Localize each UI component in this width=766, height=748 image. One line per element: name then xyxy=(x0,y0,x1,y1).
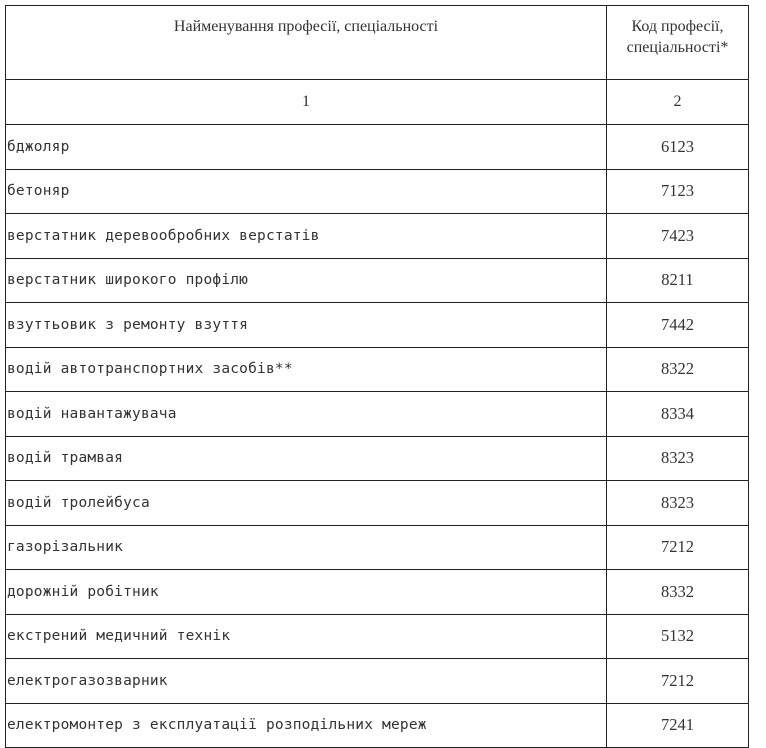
profession-code-cell: 6123 xyxy=(607,125,749,170)
table-row xyxy=(6,347,749,392)
profession-name-cell: газорізальник xyxy=(6,525,607,570)
profession-code-cell: 8211 xyxy=(607,258,749,303)
profession-code-cell: 7123 xyxy=(607,169,749,214)
table-header-row xyxy=(6,6,749,80)
table-row xyxy=(6,169,749,214)
profession-name-cell: бджоляр xyxy=(6,125,607,170)
table-row xyxy=(6,570,749,615)
profession-name-cell: бетоняр xyxy=(6,169,607,214)
table-row xyxy=(6,525,749,570)
profession-code-cell: 8334 xyxy=(607,392,749,437)
profession-code-cell: 7241 xyxy=(607,703,749,748)
profession-code-cell: 8332 xyxy=(607,570,749,615)
profession-code-cell: 7442 xyxy=(607,303,749,348)
table-row xyxy=(6,125,749,170)
professions-table xyxy=(5,5,749,748)
profession-name-cell: верстатник деревообробних верстатів xyxy=(6,214,607,259)
profession-code-cell: 8323 xyxy=(607,436,749,481)
table-row xyxy=(6,392,749,437)
header-code-line1: Код професії, xyxy=(631,18,724,35)
table-row xyxy=(6,614,749,659)
table-row xyxy=(6,258,749,303)
profession-code-cell: 7423 xyxy=(607,214,749,259)
profession-name-cell: водій тролейбуса xyxy=(6,481,607,526)
table-row xyxy=(6,659,749,704)
profession-code-cell: 5132 xyxy=(607,614,749,659)
header-code-line2: спеціальності* xyxy=(626,39,729,56)
profession-name-cell: водій автотранспортних засобів** xyxy=(6,347,607,392)
profession-code-cell: 8322 xyxy=(607,347,749,392)
profession-code-cell: 7212 xyxy=(607,659,749,704)
profession-name-cell: електрогазозварник xyxy=(6,659,607,704)
table-row xyxy=(6,303,749,348)
profession-code-cell: 7212 xyxy=(607,525,749,570)
profession-name-cell: екстрений медичний технік xyxy=(6,614,607,659)
profession-name-cell: водій навантажувача xyxy=(6,392,607,437)
table-row xyxy=(6,214,749,259)
column-number-1: 1 xyxy=(6,80,607,125)
table-row xyxy=(6,436,749,481)
header-profession-name: Найменування професії, спеціальності xyxy=(6,6,607,80)
column-number-2: 2 xyxy=(607,80,749,125)
table-row xyxy=(6,481,749,526)
header-profession-code xyxy=(607,6,749,80)
profession-name-cell: взуттьовик з ремонту взуття xyxy=(6,303,607,348)
profession-name-cell: електромонтер з експлуатації розподільних мереж xyxy=(6,703,607,748)
profession-code-cell: 8323 xyxy=(607,481,749,526)
table-row xyxy=(6,703,749,748)
profession-name-cell: дорожній робітник xyxy=(6,570,607,615)
profession-name-cell: верстатник широкого профілю xyxy=(6,258,607,303)
column-number-row xyxy=(6,80,749,125)
profession-name-cell: водій трамвая xyxy=(6,436,607,481)
